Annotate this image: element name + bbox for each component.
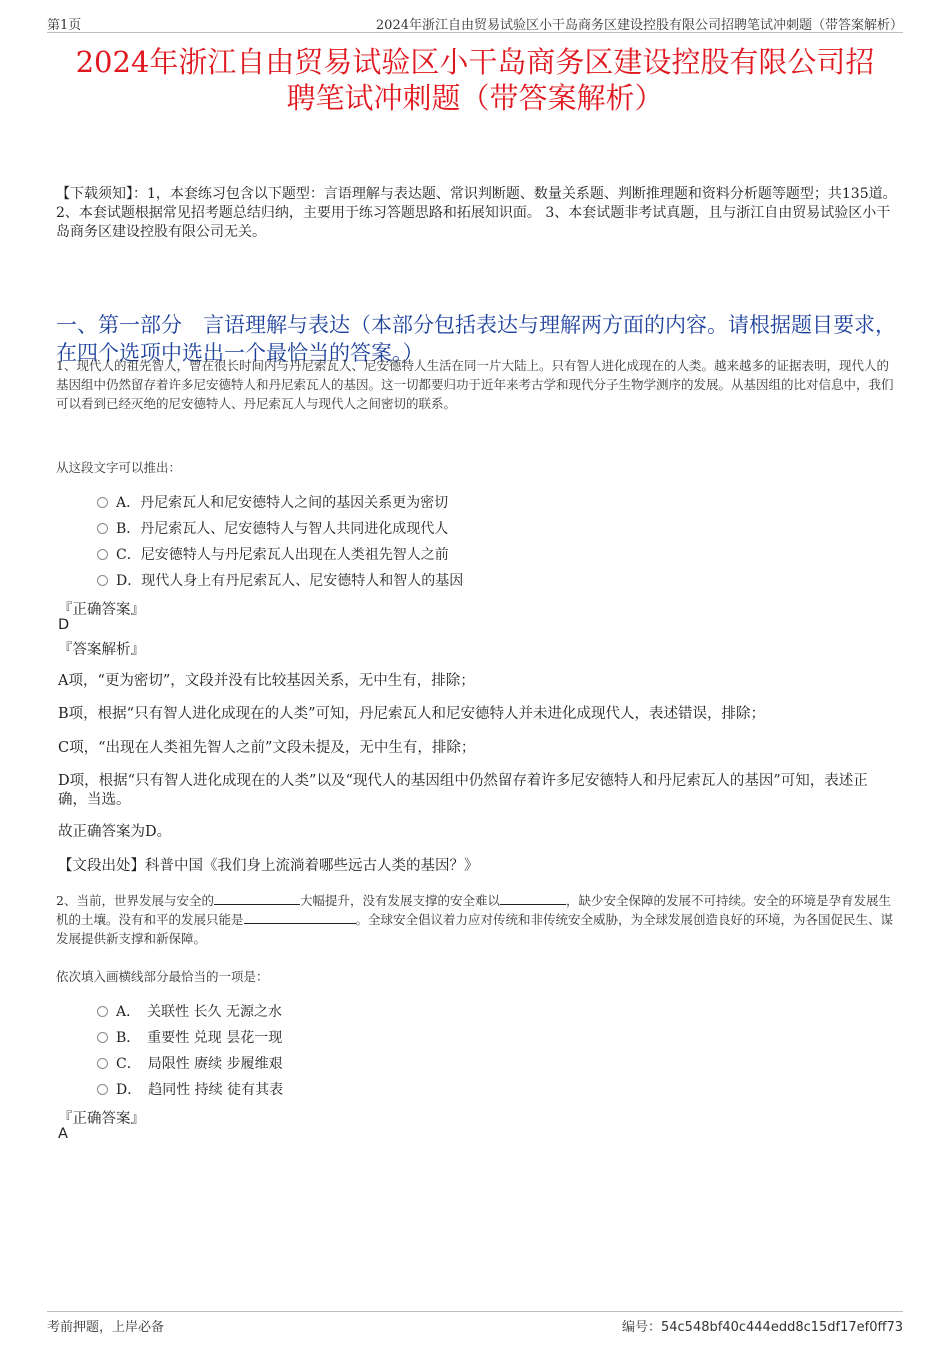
radio-icon[interactable] (97, 549, 108, 560)
question-2-answer: A (58, 1126, 68, 1142)
radio-icon[interactable] (97, 1006, 108, 1017)
download-notice: 【下载须知】：1，本套练习包含以下题型：言语理解与表达题、常识判断题、数量关系题、判断推理题和资料分析题等题型；共135道。 2、本套试题根据常见招考题总结归纳，主要用于练习答题思路和拓展知识面。 3、本套试题非考试真题，且与浙江自由贸易试验区小干岛商务区建设控股有限公司无关。 (56, 186, 897, 240)
question-1-analysis-c: C项，“出现在人类祖先智人之前”文段未提及，无中生有，排除； (58, 740, 476, 756)
section-heading: 一、第一部分 言语理解与表达（本部分包括表达与理解两方面的内容。请根据题目要求，在四个选项中选出一个最恰当的答案。） (56, 313, 896, 365)
footer-serial-label: 编号： (621, 1320, 661, 1335)
blank-2 (500, 892, 566, 905)
question-1-prompt: 从这段文字可以推出： (56, 460, 182, 475)
question-1-conclusion: 故正确答案为D。 (58, 824, 172, 840)
blank-1 (214, 892, 300, 905)
title-line-2: 聘笔试冲刺题（带答案解析） (286, 81, 664, 115)
question-2-option-d[interactable]: D． 趋同性 持续 徒有其表 (97, 1079, 283, 1099)
question-2-option-a[interactable]: A． 关联性 长久 无源之水 (97, 1001, 282, 1021)
question-1-source: 【文段出处】科普中国《我们身上流淌着哪些远古人类的基因？》 (58, 858, 479, 874)
radio-icon[interactable] (97, 1032, 108, 1043)
radio-icon[interactable] (97, 575, 108, 586)
question-1-option-a[interactable]: A．丹尼索瓦人和尼安德特人之间的基因关系更为密切 (97, 492, 448, 512)
question-1-option-d[interactable]: D．现代人身上有丹尼索瓦人、尼安德特人和智人的基因 (97, 570, 463, 590)
header-doc-title: 2024年浙江自由贸易试验区小干岛商务区建设控股有限公司招聘笔试冲刺题（带答案解析） (375, 18, 903, 33)
question-2-text: 2、当前，世界发展与安全的 大幅提升，没有发展支撑的安全难以 ，缺少安全保障的发展不可持续。安全的环境是孕育发展生机的土壤。没有和平的发展只能是 。全球安全倡议着力应对传统和非传统安全威胁，为全球发展创造良好的环境，为各国促民生、谋发展提供新支撑和新保障。 (56, 893, 894, 946)
question-1-analysis-d: D项，根据“只有智人进化成现在的人类”以及“现代人的基因组中仍然留存着许多尼安德特人和丹尼索瓦人的基因”可知，表述正确，当选。 (58, 773, 868, 808)
question-1-option-c[interactable]: C．尼安德特人与丹尼索瓦人出现在人类祖先智人之前 (97, 544, 449, 564)
question-1-text: 1、现代人的祖先智人，曾在很长时间内与丹尼索瓦人、尼安德特人生活在同一片大陆上。只有智人进化成现在的人类。越来越多的证据表明，现代人的基因组中仍然留存着许多尼安德特人和丹尼索瓦人的基因。这一切都要归功于近年来考古学和现代分子生物学测序的发展。从基因组的比对信息中，我们可以看到已经灭绝的尼安德特人、丹尼索瓦人与现代人之间密切的联系。 (56, 358, 894, 411)
footer-serial: 54c548bf40c444edd8c15df17ef0ff73 (660, 1320, 903, 1335)
radio-icon[interactable] (97, 523, 108, 534)
page-title (40, 44, 910, 116)
question-2-option-b[interactable]: B． 重要性 兑现 昙花一现 (97, 1027, 282, 1047)
question-1-answer-label: 『正确答案』 (58, 602, 145, 618)
footer-serial-block (622, 1316, 903, 1335)
question-1-analysis-a: A项，“更为密切”，文段并没有比较基因关系，无中生有，排除； (58, 673, 475, 689)
page-number: 第1页 (47, 18, 82, 33)
page-header (47, 12, 903, 33)
question-2-answer-label: 『正确答案』 (58, 1111, 145, 1127)
question-1-option-b[interactable]: B．丹尼索瓦人、尼安德特人与智人共同进化成现代人 (97, 518, 448, 538)
radio-icon[interactable] (97, 1084, 108, 1095)
page-footer (47, 1311, 903, 1335)
question-2-prompt: 依次填入画横线部分最恰当的一项是： (56, 969, 269, 984)
footer-slogan: 考前押题，上岸必备 (47, 1320, 165, 1335)
radio-icon[interactable] (97, 1058, 108, 1069)
question-1-analysis-b: B项，根据“只有智人进化成现在的人类”可知，丹尼索瓦人和尼安德特人并未进化成现代人，表述错误，排除； (58, 706, 765, 722)
blank-3 (244, 911, 356, 924)
question-1-analysis-label: 『答案解析』 (58, 642, 145, 658)
question-1-answer: D (58, 617, 70, 633)
radio-icon[interactable] (97, 497, 108, 508)
question-2-option-c[interactable]: C． 局限性 赓续 步履维艰 (97, 1053, 283, 1073)
title-line-1: 2024年浙江自由贸易试验区小干岛商务区建设控股有限公司招 (75, 45, 875, 79)
